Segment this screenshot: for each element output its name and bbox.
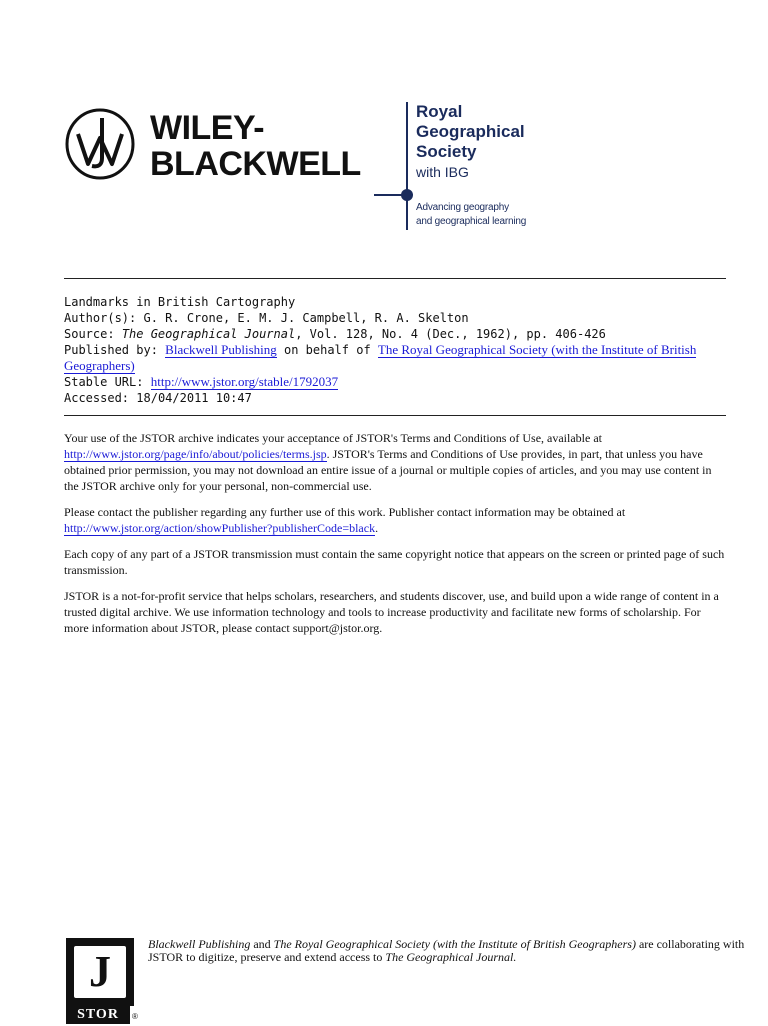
journal-name: The Geographical Journal [121, 327, 296, 341]
article-title: Landmarks in British Cartography [64, 295, 296, 309]
terms-paragraph-4: JSTOR is a not-for-profit service that helps scholars, researchers, and students discover, use, and build upon a wide range of content in a trusted digital archive. We use information technology and tools to increase productivity and facilitate new forms of scholarship. For more information about JSTOR, please contact support@jstor.org. [64, 589, 719, 635]
wiley-emblem-icon [64, 108, 136, 180]
terms-paragraph-2 [64, 504, 726, 536]
published-label: Published by: [64, 343, 158, 357]
rgs-name [416, 102, 525, 162]
stable-url-line [64, 374, 726, 390]
footer [64, 936, 744, 1026]
terms-p1-start: Your use of the JSTOR archive indicates your acceptance of JSTOR's Terms and Conditions of Use, available at [64, 431, 602, 445]
stable-url-link[interactable]: http://www.jstor.org/stable/1792037 [150, 374, 339, 389]
registered-mark: ® [132, 1012, 138, 1021]
accessed-label: Accessed: [64, 391, 130, 405]
terms-section [64, 430, 726, 646]
accessed-line [64, 390, 726, 406]
rgs-with-ibg: with IBG [416, 164, 469, 180]
top-divider [64, 278, 726, 279]
terms-paragraph-3: Each copy of any part of a JSTOR transmission must contain the same copyright notice that appears on the screen or printed page of such transmission. [64, 547, 725, 577]
publisher-contact-link[interactable]: http://www.jstor.org/action/showPublisher?publisherCode=black [64, 521, 376, 535]
footer-and: and [253, 937, 271, 951]
publisher-link[interactable]: Blackwell Publishing [165, 342, 277, 357]
footer-publisher: Blackwell Publishing [148, 937, 251, 951]
on-behalf-text: on behalf of [283, 343, 371, 357]
terms-p1-end: . JSTOR's Terms and Conditions of Use provides, in part, that unless you have obtained prior permission, you may not download an entire issue of a journal or multiple copies of articles, and you may use content in the JSTOR archive only for your personal, non-commercial use. [64, 447, 712, 493]
rgs-vertical-line [406, 102, 408, 230]
wiley-line1: WILEY- [150, 109, 265, 147]
rgs-name-line: Geographical [416, 122, 525, 141]
authors-value: G. R. Crone, E. M. J. Campbell, R. A. Skelton [143, 311, 469, 325]
source-details: , Vol. 128, No. 4 (Dec., 1962), pp. 406-426 [295, 327, 606, 341]
footer-are: are [638, 937, 654, 951]
rgs-logo [374, 98, 574, 238]
wiley-line2: BLACKWELL [150, 145, 361, 183]
jstor-wordmark: STOR [66, 1006, 130, 1024]
footer-society: The Royal Geographical Society (with the Institute of British Geographers) [273, 937, 636, 951]
terms-paragraph-1 [64, 430, 726, 494]
jstor-emblem-icon: J [66, 938, 134, 1006]
wiley-wordmark [150, 110, 361, 182]
stable-url-label: Stable URL: [64, 375, 144, 389]
jstor-logo [64, 936, 138, 1024]
footer-journal: The Geographical Journal. [385, 950, 517, 964]
authors-line [64, 310, 726, 326]
terms-p2-end: . [375, 521, 379, 535]
rgs-name-line: Society [416, 142, 477, 161]
rgs-tagline-line: and geographical learning [416, 216, 527, 227]
footer-text [148, 938, 748, 964]
wiley-blackwell-logo [64, 104, 364, 184]
rgs-name-line: Royal [416, 102, 463, 121]
society-link[interactable]: The Royal Geographical Society (with the Institute of British Geographers) [64, 342, 697, 373]
article-metadata [64, 294, 726, 406]
source-label: Source: [64, 327, 115, 341]
terms-link[interactable]: http://www.jstor.org/page/info/about/policies/terms.jsp [64, 447, 327, 461]
rgs-dot-icon [401, 189, 413, 201]
published-line [64, 342, 726, 374]
authors-label: Author(s): [64, 311, 137, 325]
terms-p2-start: Please contact the publisher regarding any further use of this work. Publisher contact information may be obtained at [64, 505, 626, 519]
bottom-divider [64, 415, 726, 416]
source-line [64, 326, 726, 342]
accessed-value: 18/04/2011 10:47 [136, 391, 252, 405]
rgs-tagline [416, 201, 526, 229]
footer-collab: collaborating with JSTOR to digitize, preserve and extend access to [148, 937, 745, 964]
rgs-tagline-line: Advancing geography [416, 202, 509, 213]
